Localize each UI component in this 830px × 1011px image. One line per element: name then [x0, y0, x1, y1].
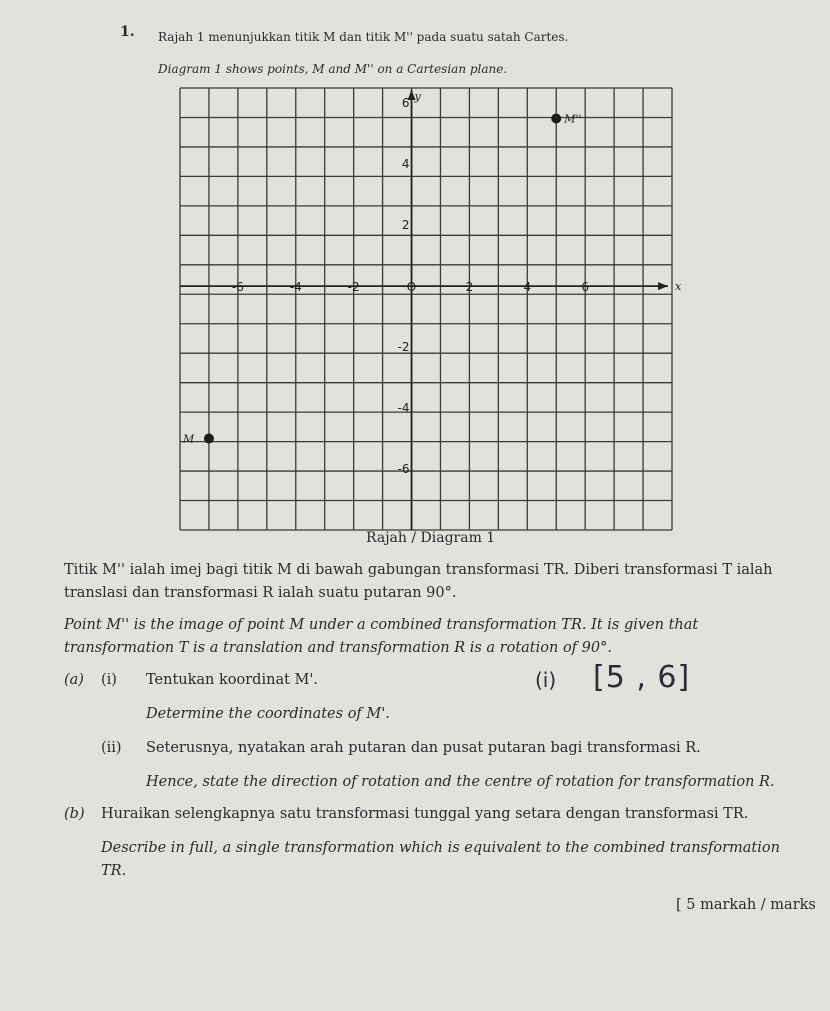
- part-b-label: (b): [64, 806, 85, 822]
- part-a-i-label: (i): [101, 672, 117, 688]
- y-tick-label: -2: [397, 340, 410, 355]
- paragraph-ms-line1: Titik M'' ialah imej bagi titik M di bawah gabungan transformasi TR. Diberi transformasi T ialah: [64, 562, 773, 578]
- x-tick-label: 6: [581, 280, 589, 295]
- x-axis-label: x: [675, 280, 682, 294]
- part-b-ms: Huraikan selengkapnya satu transformasi tunggal yang setara dengan transformasi TR.: [101, 806, 749, 822]
- handwritten-answer-value: [5 , 6]: [593, 660, 691, 695]
- x-tick-label: 2: [465, 280, 474, 295]
- part-b-en-line2: TR.: [101, 863, 127, 879]
- part-a-i-ms: Tentukan koordinat M'.: [146, 672, 318, 688]
- data-points: [182, 112, 582, 445]
- point-label: M'': [564, 112, 582, 126]
- axes: [180, 90, 682, 530]
- part-a-label: (a): [64, 672, 84, 688]
- paragraph-en-line2: transformation T is a translation and transformation R is a rotation of 90°.: [64, 640, 612, 656]
- x-tick-label: -6: [231, 280, 244, 295]
- handwritten-answer-label: (i): [535, 668, 557, 692]
- part-a-ii-label: (ii): [101, 740, 122, 756]
- y-tick-label: -4: [397, 401, 410, 416]
- y-tick-label: 2: [401, 218, 410, 233]
- part-a-i-en: Determine the coordinates of M'.: [146, 706, 390, 722]
- marks-note: [ 5 markah / marks: [676, 897, 816, 913]
- cartesian-diagram: [180, 88, 682, 530]
- x-tick-label: 4: [523, 280, 532, 295]
- y-tick-label: -6: [397, 462, 410, 477]
- x-tick-label: -4: [289, 280, 302, 295]
- paragraph-ms-line2: translasi dan transformasi R ialah suatu putaran 90°.: [64, 585, 457, 601]
- part-a-ii-en: Hence, state the direction of rotation and the centre of rotation for transformation R.: [146, 774, 775, 790]
- point-label: M: [182, 432, 195, 446]
- paragraph-en-line1: Point M'' is the image of point M under a combined transformation TR. It is given that: [64, 617, 699, 633]
- question-intro-en: Diagram 1 shows points, M and M'' on a Cartesian plane.: [158, 62, 508, 76]
- question-intro-ms: Rajah 1 menunjukkan titik M dan titik M'' pada suatu satah Cartes.: [158, 30, 569, 44]
- x-tick-label: -2: [347, 280, 360, 295]
- part-b-en-line1: Describe in full, a single transformation which is equivalent to the combined transformation: [101, 840, 780, 856]
- x-tick-label: O: [406, 280, 417, 295]
- diagram-caption: Rajah / Diagram 1: [366, 530, 496, 546]
- grid-lines: [180, 88, 672, 530]
- y-tick-label: 4: [401, 157, 410, 172]
- x-axis-arrow: [658, 282, 668, 290]
- part-a-ii-ms: Seterusnya, nyatakan arah putaran dan pusat putaran bagi transformasi R.: [146, 740, 701, 756]
- question-number: 1.: [120, 24, 135, 40]
- y-axis-label: y: [414, 90, 421, 103]
- point-marker: [551, 113, 561, 123]
- point-marker: [204, 434, 214, 444]
- y-tick-label: 6: [401, 96, 410, 111]
